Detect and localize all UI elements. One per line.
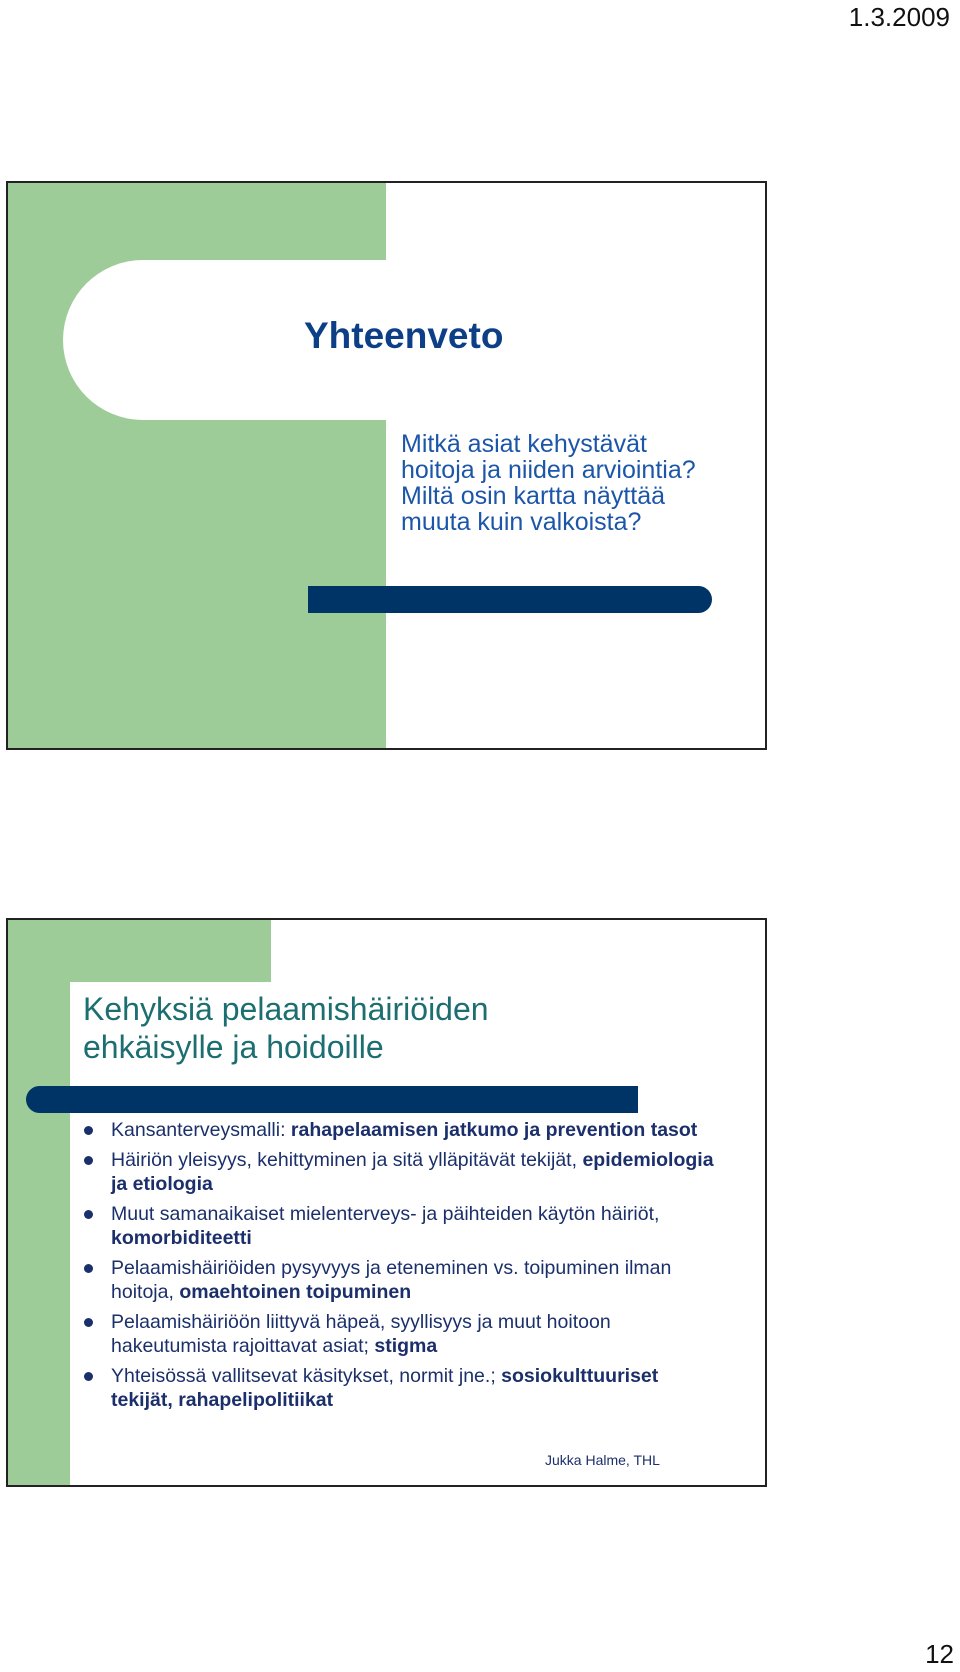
bullet-icon: [84, 1126, 93, 1135]
document-date: 1.3.2009: [848, 2, 950, 32]
title-line: ehkäisylle ja hoidoille: [83, 1029, 384, 1065]
decorative-bar: [308, 586, 712, 613]
subtitle-line: hoitoja ja niiden arviointia?: [401, 456, 696, 484]
bullet-text: Kansanterveysmalli:: [111, 1119, 291, 1141]
slide-title: [83, 990, 683, 1066]
bullet-list: [70, 1118, 720, 1418]
bullet-icon: [84, 1264, 93, 1273]
slide-footer: Jukka Halme, THL: [545, 1452, 660, 1468]
bullet-bold-text: stigma: [374, 1335, 438, 1357]
bullet-bold-text: omaehtoinen toipuminen: [179, 1281, 412, 1303]
title-line: Kehyksiä pelaamishäiriöiden: [83, 991, 489, 1027]
bullet-item: [70, 1202, 720, 1250]
bullet-item: [70, 1310, 720, 1358]
subtitle-line: Miltä osin kartta näyttää: [401, 482, 666, 510]
subtitle-line: Mitkä asiat kehystävät: [401, 430, 647, 458]
slide-frameworks: [6, 918, 767, 1487]
bullet-bold-text: sosiokulttuuriset tekijät, rahapelipolitiikat: [111, 1365, 659, 1411]
bullet-bold-text: rahapelaamisen jatkumo ja prevention tasot: [290, 1119, 698, 1141]
bullet-icon: [84, 1372, 93, 1381]
bullet-bold-text: komorbiditeetti: [111, 1227, 252, 1249]
slide-title: Yhteenveto: [304, 315, 504, 356]
bullet-text: Muut samanaikaiset mielenterveys- ja päihteiden käytön häiriöt,: [111, 1203, 660, 1225]
bullet-bold-text: epidemiologia ja etiologia: [111, 1149, 714, 1195]
bullet-text: Pelaamishäiriöiden pysyvyys ja eteneminen vs. toipuminen ilman hoitoja,: [111, 1257, 672, 1303]
subtitle-line: muuta kuin valkoista?: [401, 508, 642, 536]
bullet-item: [70, 1256, 720, 1304]
page-number: 12: [925, 1639, 954, 1669]
bullet-icon: [84, 1318, 93, 1327]
bullet-text: Yhteisössä vallitsevat käsitykset, normit jne.;: [111, 1365, 502, 1387]
slide-subtitle: [401, 431, 741, 535]
slide-green-sidebar: [8, 920, 70, 1485]
decorative-bar: [26, 1086, 638, 1113]
bullet-icon: [84, 1210, 93, 1219]
bullet-item: [70, 1118, 720, 1142]
bullet-item: [70, 1148, 720, 1196]
bullet-text: Häiriön yleisyys, kehittyminen ja sitä ylläpitävät tekijät,: [111, 1149, 583, 1171]
slide-summary: [6, 181, 767, 750]
bullet-item: [70, 1364, 720, 1412]
bullet-icon: [84, 1156, 93, 1165]
bullet-text: Pelaamishäiriöön liittyvä häpeä, syyllisyys ja muut hoitoon hakeutumista rajoittavat asiat;: [111, 1311, 611, 1357]
